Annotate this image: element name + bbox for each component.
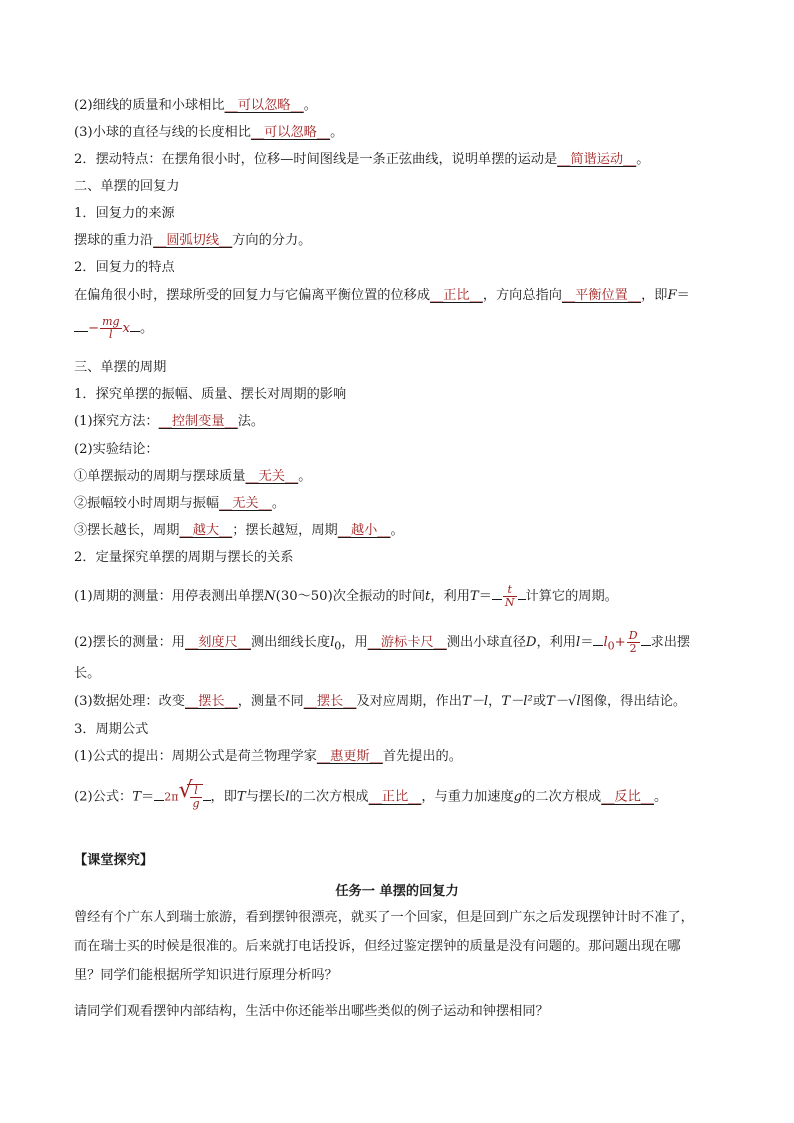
answer-blank: __无关__ [245,469,299,484]
answer-blank: __摆长__ [185,694,238,709]
paragraph-line: 曾经有个广东人到瑞士旅游，看到摆钟很漂亮，就买了一个回家，但是回到广东之后发现摆钟计时不准了， [74,910,694,925]
underline [130,317,140,332]
answer-blank: __无关__ [219,496,272,511]
text: (1)探究方法： [74,414,159,429]
fraction-denominator: N [504,596,515,609]
text: 求出摆 [650,635,691,650]
math-var: F [667,288,677,303]
text: 的二次方根成 [522,789,602,805]
math-sign: + [614,635,626,650]
text: 。 [390,523,404,538]
text-line [74,630,734,657]
math-constant: 2π [164,790,179,804]
text: 或 [532,694,547,709]
text: 摆球的重力沿 [74,233,154,248]
text-line [74,494,734,514]
math-var: t [425,589,431,604]
text: ＝ [580,635,594,650]
underline [492,585,502,600]
text: (3)数据处理：改变 [74,694,185,709]
text: (1)周期的测量：用停表测出单摆 [74,589,265,604]
text-line: (2)实验结论： [74,442,159,457]
text: 。 [139,321,154,336]
text-line: 长。 [74,666,101,681]
answer-blank: __刻度尺__ [185,635,251,650]
underline [74,317,88,332]
formula-line [74,316,734,341]
answer-blank: __游标卡尺__ [367,635,447,650]
text: (1)公式的提出：周期公式是荷兰物理学家 [74,749,317,764]
math-var: l [285,789,290,805]
text: 2．摆动特点：在摆角很小时，位移—时间图线是一条正弦曲线，说明单摆的运动是 [74,152,558,167]
text-line [74,521,734,541]
math-var: l [603,635,608,650]
math-sign: − [88,321,100,336]
text: (30～50)次全振动的时间 [275,589,426,604]
text-line: 1．回复力的来源 [74,206,175,221]
fraction-denominator: l [109,328,113,341]
text: ＝ [676,288,690,303]
text: ；摆长越短，周期 [232,523,338,538]
math-var: g [513,789,523,805]
text: ，利用 [430,589,470,604]
text: ，方向总指向 [482,288,562,303]
math-subscript: 0 [607,639,615,653]
section-heading: 三、单摆的周期 [74,360,167,375]
answer-blank: __可以忽略__ [250,125,331,140]
answer-blank: __越小__ [337,523,391,538]
paragraph-line: 而在瑞士买的时候是很准的。后来就打电话投诉，但经过鉴定摆钟的质量是没有问题的。那问题出现在哪 [74,939,681,954]
text: 的二次方根成 [289,789,369,805]
underline [203,786,211,801]
answer-blank: __可以忽略__ [224,98,304,113]
text: ，利用 [536,635,577,650]
text-line [74,584,734,609]
text-line: 2．回复力的特点 [74,260,175,275]
fraction-numerator: mg [102,315,120,328]
text: 。 [653,789,668,805]
text-line [74,467,734,487]
text-line [74,150,734,170]
text-line [74,692,734,712]
text: ， [488,694,502,709]
text: 测出小球直径 [446,635,526,650]
answer-blank: __简谐运动__ [557,152,637,167]
text-line [74,96,734,116]
text: ①单摆振动的周期与摆球质量 [74,469,246,484]
text-line [74,123,734,143]
math-subscript: 0 [334,639,342,653]
text-line [74,286,734,306]
answer-blank: __控制变量__ [158,414,238,429]
text: ，即 [641,288,668,303]
fraction [100,316,121,341]
text: ，即 [210,789,237,805]
math-var: T [469,589,479,604]
math-expression: T－√l [546,694,581,709]
formula-line [74,778,734,810]
text: ②振幅较小时周期与振幅 [74,496,220,511]
text: 测出细线长度 [250,635,331,650]
square-root [178,778,202,810]
answer-blank: __平衡位置__ [561,288,642,303]
paragraph-line: 里？同学们能根据所学知识进行原理分析吗？ [74,968,338,983]
answer-blank: __正比__ [368,789,422,805]
math-var: D [525,635,537,650]
answer-blank: __正比__ [430,288,483,303]
underline [154,786,164,801]
text: 方向的分力。 [232,233,312,248]
paragraph-line: 请同学们观看摆钟内部结构，生活中你还能举出哪些类似的例子运动和钟摆相同？ [74,1004,549,1019]
fraction-denominator: g [192,797,200,810]
text: 与摆长 [245,789,286,805]
text: (2)细线的质量和小球相比 [74,98,225,113]
answer-blank: __越大__ [179,523,233,538]
text: 。 [330,125,344,140]
text: ，测量不同 [237,694,304,709]
fraction-numerator: t [503,584,517,597]
math-expression: T－l [461,694,489,709]
text-line: 3．周期公式 [74,722,149,737]
math-var: x [122,321,130,336]
fraction-denominator: 2 [629,642,637,655]
text: (3)小球的直径与线的长度相比 [74,125,251,140]
math-var: N [264,589,276,604]
text: 首先提出的。 [382,749,462,764]
text: ，与重力加速度 [421,789,514,805]
radical-sign: √ [178,778,193,803]
underline [593,631,603,646]
fraction-numerator: D [628,629,638,642]
answer-blank: __惠更斯__ [316,749,383,764]
text: 计算它的周期。 [525,589,618,604]
math-var: l [576,635,581,650]
answer-blank: __摆长__ [303,694,357,709]
fraction [503,584,517,609]
text: (2)公式： [74,789,133,805]
task-title: 任务一 单摆的回复力 [335,884,459,899]
underline [518,585,526,600]
text-line [74,231,734,251]
text: ＝ [141,789,155,805]
text: 。 [636,152,650,167]
text: ③摆长越长，周期 [74,523,180,538]
math-var: T [132,789,142,805]
text-line: 1．探究单摆的振幅、质量、摆长对周期的影响 [74,387,347,402]
text: (2)摆长的测量：用 [74,635,185,650]
math-expression: T－l² [501,694,533,709]
text: 。 [298,469,312,484]
text-line [74,747,734,767]
text: 在偏角很小时，摆球所受的回复力与它偏离平衡位置的位移成 [74,288,431,303]
section-heading: 二、单摆的回复力 [74,179,180,194]
underline [641,631,651,646]
fraction-numerator: l [190,785,201,798]
fraction [627,630,640,655]
text: 。 [271,496,285,511]
math-var: T [236,789,246,805]
answer-blank: __反比__ [601,789,654,805]
text-line [74,412,734,432]
text: 。 [303,98,317,113]
text-line: 2．定量探究单摆的周期与摆长的关系 [74,550,294,565]
text: ＝ [478,589,492,604]
text: 法。 [237,414,265,429]
section-label: 【课堂探究】 [74,853,154,868]
text: 及对应周期，作出 [356,694,462,709]
text: 图像，得出结论。 [580,694,687,709]
math-var: l [330,635,335,650]
text: ，用 [341,635,368,650]
answer-blank: __圆弧切线__ [153,233,233,248]
